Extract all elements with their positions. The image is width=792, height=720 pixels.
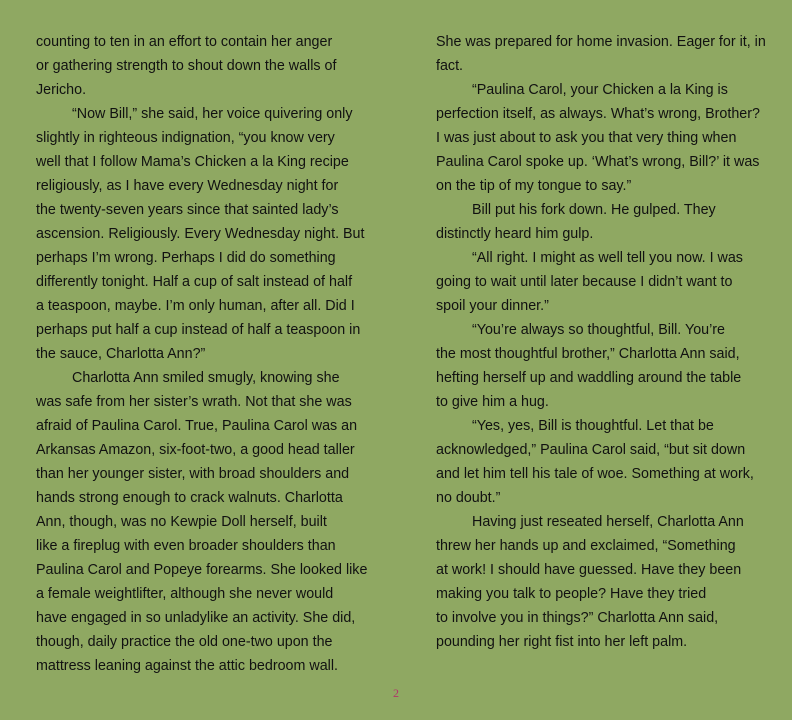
text-line: I was just about to ask you that very thing when bbox=[436, 130, 737, 146]
text-line: a teaspoon, maybe. I’m only human, after all. Did I bbox=[36, 298, 355, 314]
text-line: perhaps put half a cup instead of half a teaspoon in bbox=[36, 322, 361, 338]
text-line: than her younger sister, with broad shoulders and bbox=[36, 466, 350, 482]
text-line: counting to ten in an effort to contain her anger bbox=[36, 34, 333, 50]
text-line: Jericho. bbox=[36, 82, 87, 98]
text-line: pounding her right fist into her left palm. bbox=[436, 634, 688, 650]
text-line: Ann, though, was no Kewpie Doll herself, built bbox=[36, 514, 327, 530]
text-line: religiously, as I have every Wednesday night for bbox=[36, 178, 339, 194]
text-line: hands strong enough to crack walnuts. Charlotta bbox=[36, 490, 343, 506]
text-line: “All right. I might as well tell you now. I was bbox=[472, 250, 743, 266]
text-line: perfection itself, as always. What’s wrong, Brother? bbox=[436, 106, 760, 122]
text-line: acknowledged,” Paulina Carol said, “but sit down bbox=[436, 442, 746, 458]
text-line: Paulina Carol spoke up. ‘What’s wrong, Bill?’ it was bbox=[436, 154, 760, 170]
text-line: differently tonight. Half a cup of salt instead of half bbox=[36, 274, 353, 290]
text-line: Arkansas Amazon, six-foot-two, a good head taller bbox=[36, 442, 355, 458]
text-line: the most thoughtful brother,” Charlotta Ann said, bbox=[436, 346, 740, 362]
text-line: ascension. Religiously. Every Wednesday night. But bbox=[36, 226, 365, 242]
text-line: spoil your dinner.” bbox=[436, 298, 549, 314]
text-line: distinctly heard him gulp. bbox=[436, 226, 594, 242]
text-line: or gathering strength to shout down the walls of bbox=[36, 58, 337, 74]
text-line: was safe from her sister’s wrath. Not that she was bbox=[36, 394, 352, 410]
text-line: the sauce, Charlotta Ann?” bbox=[36, 346, 206, 362]
text-line: well that I follow Mama’s Chicken a la King recipe bbox=[36, 154, 349, 170]
text-line: making you talk to people? Have they tried bbox=[436, 586, 707, 602]
text-line: hefting herself up and waddling around the table bbox=[436, 370, 742, 386]
text-line: Bill put his fork down. He gulped. They bbox=[472, 202, 716, 218]
right-text-column bbox=[436, 30, 766, 654]
text-line: Charlotta Ann smiled smugly, knowing she bbox=[72, 370, 340, 386]
text-line: Paulina Carol and Popeye forearms. She looked like bbox=[36, 562, 368, 578]
text-line: perhaps I’m wrong. Perhaps I did do something bbox=[36, 250, 336, 266]
text-line: threw her hands up and exclaimed, “Something bbox=[436, 538, 736, 554]
text-line: to involve you in things?” Charlotta Ann said, bbox=[436, 610, 719, 626]
text-line: to give him a hug. bbox=[436, 394, 549, 410]
text-line: and let him tell his tale of woe. Something at work, bbox=[436, 466, 754, 482]
left-text-column bbox=[36, 30, 368, 678]
text-line: “You’re always so thoughtful, Bill. You’re bbox=[472, 322, 726, 338]
text-line: going to wait until later because I didn’t want to bbox=[436, 274, 733, 290]
text-line: a female weightlifter, although she never would bbox=[36, 586, 334, 602]
text-line: the twenty-seven years since that sainted lady’s bbox=[36, 202, 339, 218]
text-line: Having just reseated herself, Charlotta Ann bbox=[472, 514, 744, 530]
text-line: “Paulina Carol, your Chicken a la King is bbox=[472, 82, 728, 98]
text-line: at work! I should have guessed. Have they been bbox=[436, 562, 742, 578]
text-line: “Now Bill,” she said, her voice quivering only bbox=[72, 106, 353, 122]
text-line: She was prepared for home invasion. Eager for it, in bbox=[436, 34, 766, 50]
text-line: like a fireplug with even broader shoulders than bbox=[36, 538, 336, 554]
text-line: fact. bbox=[436, 58, 464, 74]
text-line: though, daily practice the old one-two upon the bbox=[36, 634, 333, 650]
text-line: “Yes, yes, Bill is thoughtful. Let that be bbox=[472, 418, 714, 434]
text-line: on the tip of my tongue to say.” bbox=[436, 178, 632, 194]
page-number: 2 bbox=[393, 686, 399, 700]
text-line: mattress leaning against the attic bedroom wall. bbox=[36, 658, 338, 674]
text-line: afraid of Paulina Carol. True, Paulina Carol was an bbox=[36, 418, 358, 434]
text-line: slightly in righteous indignation, “you know very bbox=[36, 130, 335, 146]
text-line: no doubt.” bbox=[436, 490, 501, 506]
text-line: have engaged in so unladylike an activity. She did, bbox=[36, 610, 356, 626]
